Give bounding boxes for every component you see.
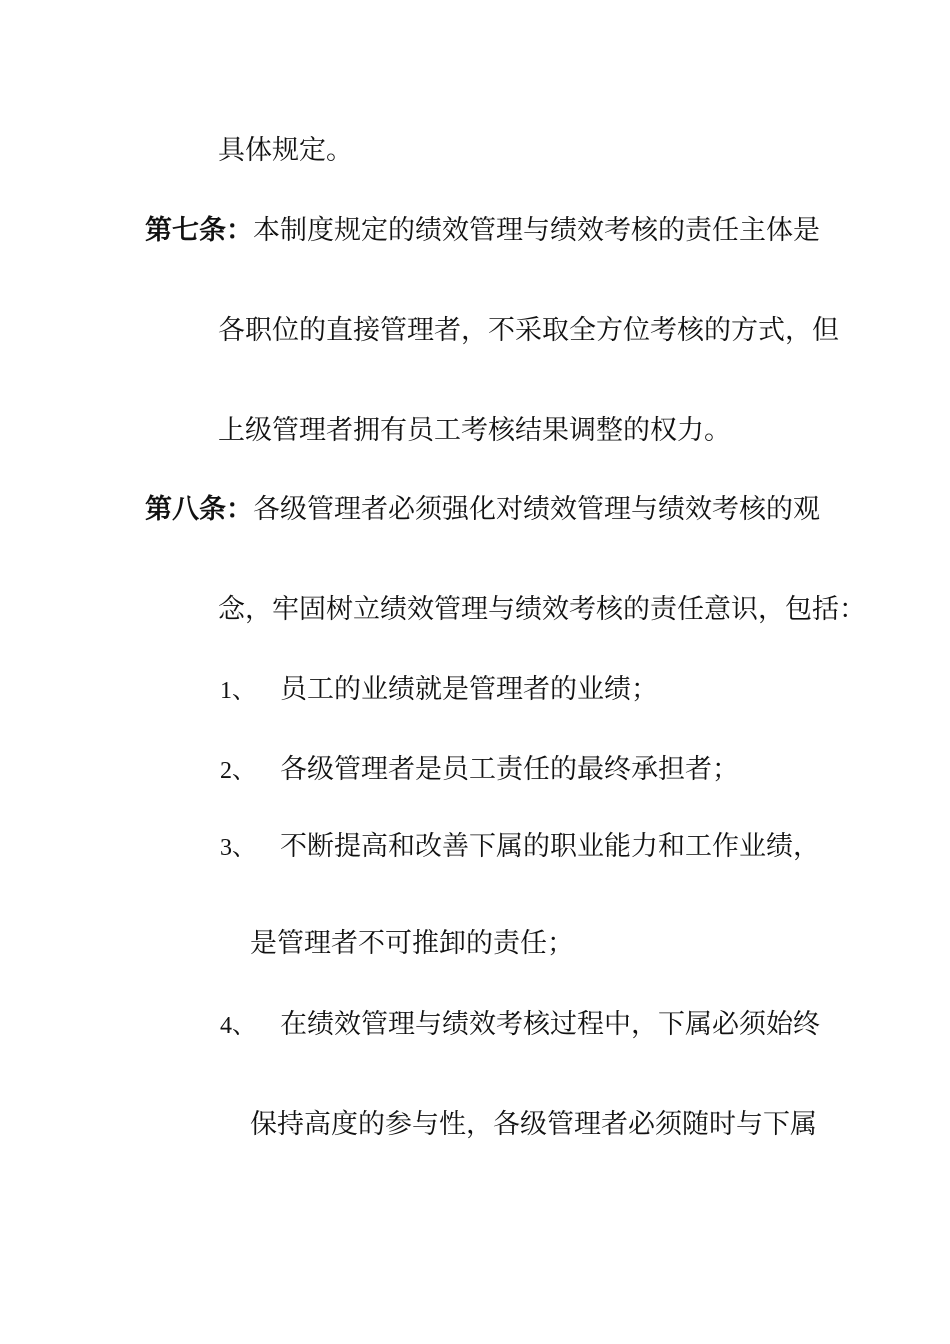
list-item-4-text-line-1: 在绩效管理与绩效考核过程中，下属必须始终 [280, 1009, 820, 1040]
article-7-line-2: 各职位的直接管理者，不采取全方位考核的方式，但 [218, 315, 839, 346]
list-item-1-text: 员工的业绩就是管理者的业绩； [280, 674, 658, 705]
list-item-3-text-line-1: 不断提高和改善下属的职业能力和工作业绩， [280, 831, 820, 862]
list-item-2-number: 2、 [220, 758, 256, 784]
article-7-line-3: 上级管理者拥有员工考核结果调整的权力。 [218, 415, 731, 446]
list-item-4-text-line-2: 保持高度的参与性，各级管理者必须随时与下属 [250, 1109, 817, 1140]
list-item-2-text: 各级管理者是员工责任的最终承担者； [280, 754, 739, 785]
article-7-heading: 第七条： [145, 215, 253, 246]
list-item-4-number: 4、 [220, 1013, 256, 1039]
article-8-line-2: 念，牢固树立绩效管理与绩效考核的责任意识，包括： [218, 594, 866, 625]
article-8-line-1: 各级管理者必须强化对绩效管理与绩效考核的观 [253, 494, 820, 525]
list-item-3-number: 3、 [220, 835, 256, 861]
list-item-1-number: 1、 [220, 678, 256, 704]
list-item-3-text-line-2: 是管理者不可推卸的责任； [250, 928, 574, 959]
article-7-line-1: 本制度规定的绩效管理与绩效考核的责任主体是 [253, 215, 820, 246]
continuation-text: 具体规定。 [218, 135, 353, 166]
article-8-heading: 第八条： [145, 494, 253, 525]
